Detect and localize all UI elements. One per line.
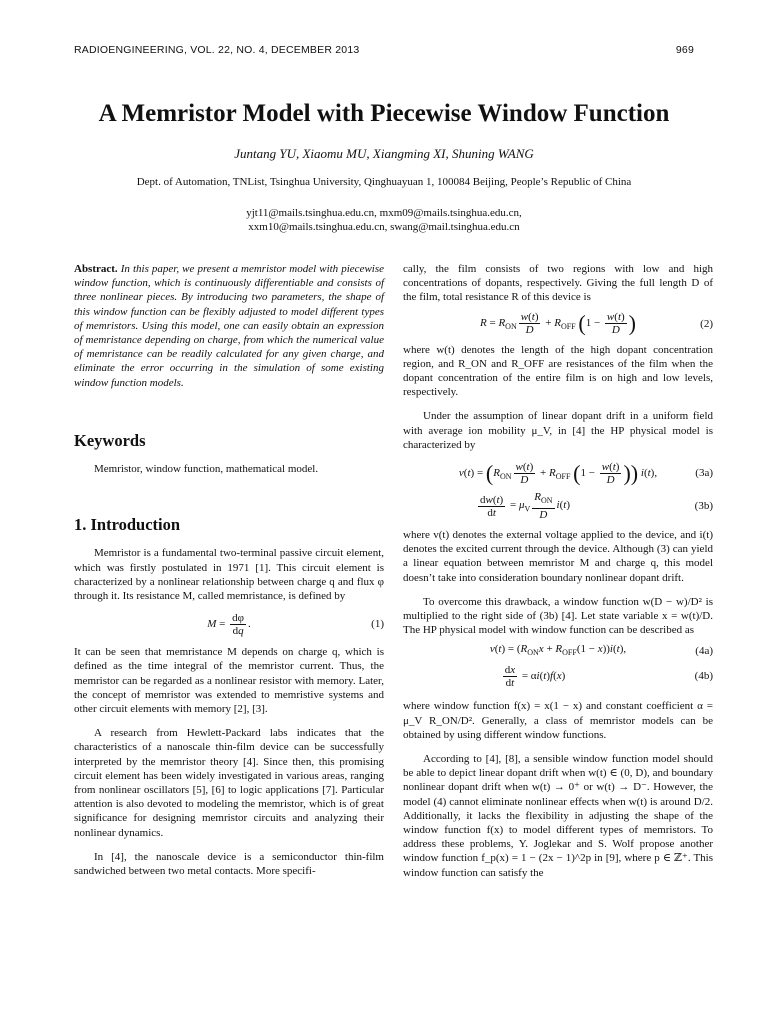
equation-3b: $\frac{dw(t)}{dt}$ = $\mu_V$ $\frac{R_{ON}}{D}$ i(t) (3b) bbox=[479, 491, 713, 521]
affiliation: Dept. of Automation, TNList, Tsinghua University, Qinghuayuan 1, 100084 Beijing, People’s Republic of China bbox=[136, 176, 632, 188]
paper-title: A Memristor Model with Piecewise Window Function bbox=[98, 100, 670, 127]
equation-number: (2) bbox=[700, 317, 713, 330]
right-column bbox=[403, 262, 713, 880]
emails bbox=[0, 206, 768, 234]
abstract bbox=[74, 262, 384, 390]
body-paragraph: Under the assumption of linear dopant drift in a uniform field with average ion mobility μ_V, in [4] the HP physical model is characterized by bbox=[403, 410, 713, 451]
authors: Juntang YU, Xiaomu MU, Xiangming XI, Shuning WANG bbox=[234, 146, 534, 161]
intro-paragraph: Memristor is a fundamental two-terminal passive circuit element, which was firstly postulated in 1971 [1]. This circuit element is characterized by a nonlinear relationship between charge q and flux φ through it. Its resistance M, called memristance, is defined by bbox=[74, 547, 384, 603]
intro-paragraph: It can be seen that memristance M depends on charge q, which is defined as the time integral of the memristor current. Thus, the memristor can be regarded as a nonlinear resistor with memory. Later, the concept of memristor was extended to memristive systems and other circuit elements with memory [2], [3]. bbox=[74, 646, 384, 716]
body-paragraph: where v(t) denotes the external voltage applied to the device, and i(t) denotes the excited current through the device. Although (3) can yield a linear equation between memristor M and charge q, this model doesn’t take into consideration boundary nonlinear dopant drift. bbox=[403, 529, 713, 584]
keywords-text: Memristor, window function, mathematical model. bbox=[94, 463, 319, 476]
equation-4b: $\frac{dx}{dt}$ = αi(t)f(x) (4b) bbox=[504, 663, 713, 689]
email-line: yjt11@mails.tsinghua.edu.cn, mxm09@mails.tsinghua.edu.cn, bbox=[246, 207, 522, 219]
intro-paragraph: A research from Hewlett-Packard labs indicates that the characteristics of a nanoscale thin-film device can be successfully interpreted by the memristor theory [4]. Since then, this promising circuit element has been widely investigated in various areas, ranging from nonlinear oscillators [5], [6] to logic applications [7]. Particular attention is also devoted to modeling the memristor, which is of great significance for designing memristor circuits and analyzing their nonlinear dynamics. bbox=[74, 727, 384, 839]
equation-number: (4b) bbox=[694, 670, 713, 683]
equation-number: (1) bbox=[371, 618, 384, 631]
left-column bbox=[74, 262, 384, 878]
keywords-heading: Keywords bbox=[74, 430, 146, 450]
equation-2: $R = R_{ON}$ $\frac{w(t)}{D}$ + $R_{OFF}$ (1 − $\frac{w(t)}{D}$ ) (2) bbox=[479, 310, 713, 337]
journal-info: RADIOENGINEERING, VOL. 22, NO. 4, DECEMBER 2013 bbox=[74, 44, 360, 56]
page-number: 969 bbox=[675, 44, 694, 56]
body-paragraph: where window function f(x) = x(1 − x) and constant coefficient α = μ_V R_ON/D². Generally, a class of memristor models can be obtained by using different window functions. bbox=[403, 700, 713, 741]
equation-3a: $v(t) = (R_{ON}$ $\frac{w(t)}{D}$ + $R_{OFF}$ (1 − $\frac{w(t)}{D}$ )) i(t), (3a) bbox=[458, 460, 713, 486]
body-paragraph: According to [4], [8], a sensible window function model should be able to depict linear dopant drift when w(t) ∈ (0, D), and boundary nonlinear dopant drift when w(t) → 0⁺ or w(t) → D⁻. However, the model (4) cannot eliminate nonlinear effects when w(t) is around D/2. Additionally, it lacks the flexibility in adjusting the shape of the window function f(x) to model different types of memristors. To address these problems, Y. Joglekar and S. Wolf propose another window function f_p(x) = 1 − (2x − 1)^2p in [9], where p ∈ ℤ⁺. This window function can satisfy the bbox=[403, 753, 713, 879]
equation-1: M = $\frac{d\varphi}{dq}$ . (1) bbox=[207, 611, 384, 637]
equation-4a: $v(t) = (R_{ON}x + R_{OFF}(1 - x))i(t)$, (4a) bbox=[489, 643, 713, 658]
intro-paragraph: In [4], the nanoscale device is a semiconductor thin-film sandwiched between two metal contacts. More specifi- bbox=[74, 850, 384, 878]
email-line: xxm10@mails.tsinghua.edu.cn, swang@mail.tsinghua.edu.cn bbox=[248, 221, 520, 233]
equation-number: (3a) bbox=[695, 466, 713, 479]
body-paragraph: where w(t) denotes the length of the high dopant concentration region, and R_ON and R_OFF are resistances of the film when the dopant concentration of the entire film is on high and low levels, respectively. bbox=[403, 343, 713, 399]
abstract-text: In this paper, we present a memristor model with piecewise window function, which is continuously differentiable and consists of three nonlinear pieces. By introducing two parameters, the shape of this window function can be flexibly adjusted to model different types of memristors. Using this model, one can easily obtain an expression of memristance depending on charge, from which the numerical value of memristance can be readily calculated for any given charge, and eliminate the error occurring in the simulation of some existing window function models. bbox=[74, 263, 385, 389]
equation-number: (4a) bbox=[695, 645, 713, 658]
body-paragraph: cally, the film consists of two regions with low and high concentrations of dopants, respectively. Giving the full length D of the film, total resistance R of this device is bbox=[403, 263, 713, 304]
equation-number: (3b) bbox=[694, 499, 713, 512]
running-head bbox=[74, 44, 694, 56]
intro-heading: 1. Introduction bbox=[74, 515, 181, 535]
body-paragraph: To overcome this drawback, a window function w(D − w)/D² is multiplied to the right side of (3b) [4]. Let state variable x = w(t)/D. The HP physical model with window function can be described as bbox=[403, 595, 713, 637]
abstract-label: Abstract. bbox=[74, 263, 118, 275]
